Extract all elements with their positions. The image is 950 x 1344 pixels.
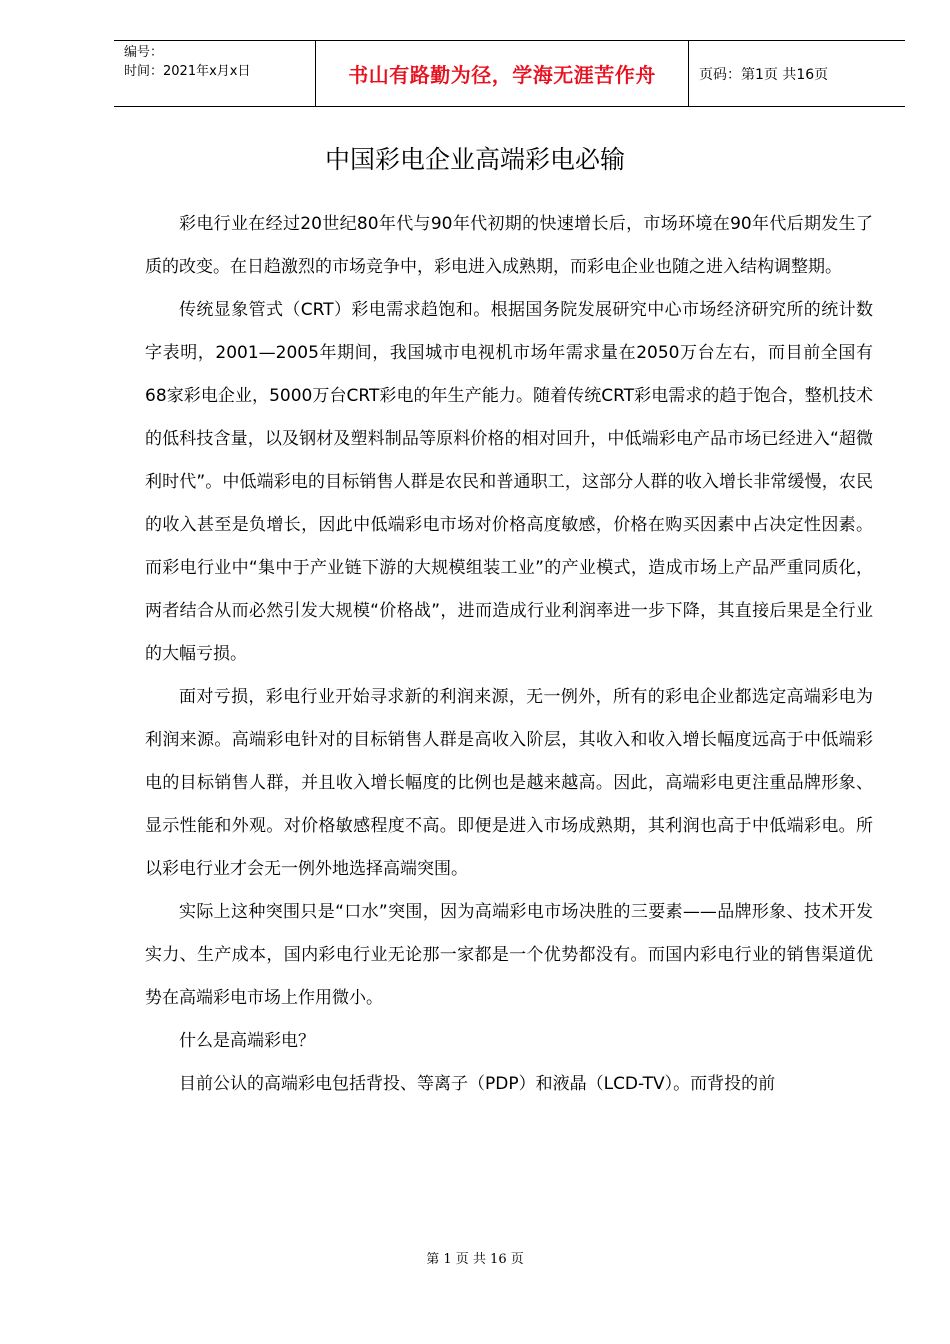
header-meta — [114, 41, 316, 106]
document-body — [145, 203, 873, 1106]
paragraph: 什么是高端彩电？ — [179, 1031, 315, 1051]
paragraph: 传统显象管式（CRT）彩电需求趋饱和。根据国务院发展研究中心市场经济研究所的统计数字表明，2001—2005年期间，我国城市电视机市场年需求量在2050万台左右，而目前全国有68家彩电企业，5000万台CRT彩电的年生产能力。随着传统CRT彩电需求的趋于饱合，整机技术的低科技含量，以及钢材及塑料制品等原料价格的相对回升，中低端彩电产品市场已经进入“超微利时代”。中低端彩电的目标销售人群是农民和普通职工，这部分人群的收入增长非常缓慢，农民的收入甚至是负增长，因此中低端彩电市场对价格高度敏感，价格在购买因素中占决定性因素。而彩电行业中“集中于产业链下游的大规模组装工业”的产业模式，造成市场上产品严重同质化，两者结合从而必然引发大规模“价格战”，进而造成行业利润率进一步下降，其直接后果是全行业的大幅亏损。 — [145, 300, 873, 664]
paragraph: 实际上这种突围只是“口水”突围，因为高端彩电市场决胜的三要素——品牌形象、技术开发实力、生产成本，国内彩电行业无论那一家都是一个优势都没有。而国内彩电行业的销售渠道优势在高端彩电市场上作用微小。 — [145, 902, 873, 1008]
paragraph: 面对亏损，彩电行业开始寻求新的利润来源，无一例外，所有的彩电企业都选定高端彩电为利润来源。高端彩电针对的目标销售人群是高收入阶层，其收入和收入增长幅度远高于中低端彩电的目标销售人群，并且收入增长幅度的比例也是越来越高。因此，高端彩电更注重品牌形象、显示性能和外观。对价格敏感程度不高。即便是进入市场成熟期，其利润也高于中低端彩电。所以彩电行业才会无一例外地选择高端突围。 — [145, 687, 873, 879]
header-motto: 书山有路勤为径，学海无涯苦作舟 — [316, 41, 689, 106]
serial-number-label: 编号： — [124, 45, 164, 60]
page-footer: 第 1 页 共 16 页 — [426, 1252, 524, 1267]
header-page-info: 页码：第1页 共16页 — [699, 66, 829, 83]
date-label: 时间：2021年x月x日 — [124, 64, 251, 79]
document-title: 中国彩电企业高端彩电必输 — [324, 145, 625, 174]
paragraph: 目前公认的高端彩电包括背投、等离子（PDP）和液晶（LCD-TV）。而背投的前 — [179, 1074, 776, 1094]
document-header — [114, 40, 905, 107]
paragraph: 彩电行业在经过20世纪80年代与90年代初期的快速增长后，市场环境在90年代后期发生了质的改变。在日趋激烈的市场竞争中，彩电进入成熟期，而彩电企业也随之进入结构调整期。 — [145, 214, 873, 277]
